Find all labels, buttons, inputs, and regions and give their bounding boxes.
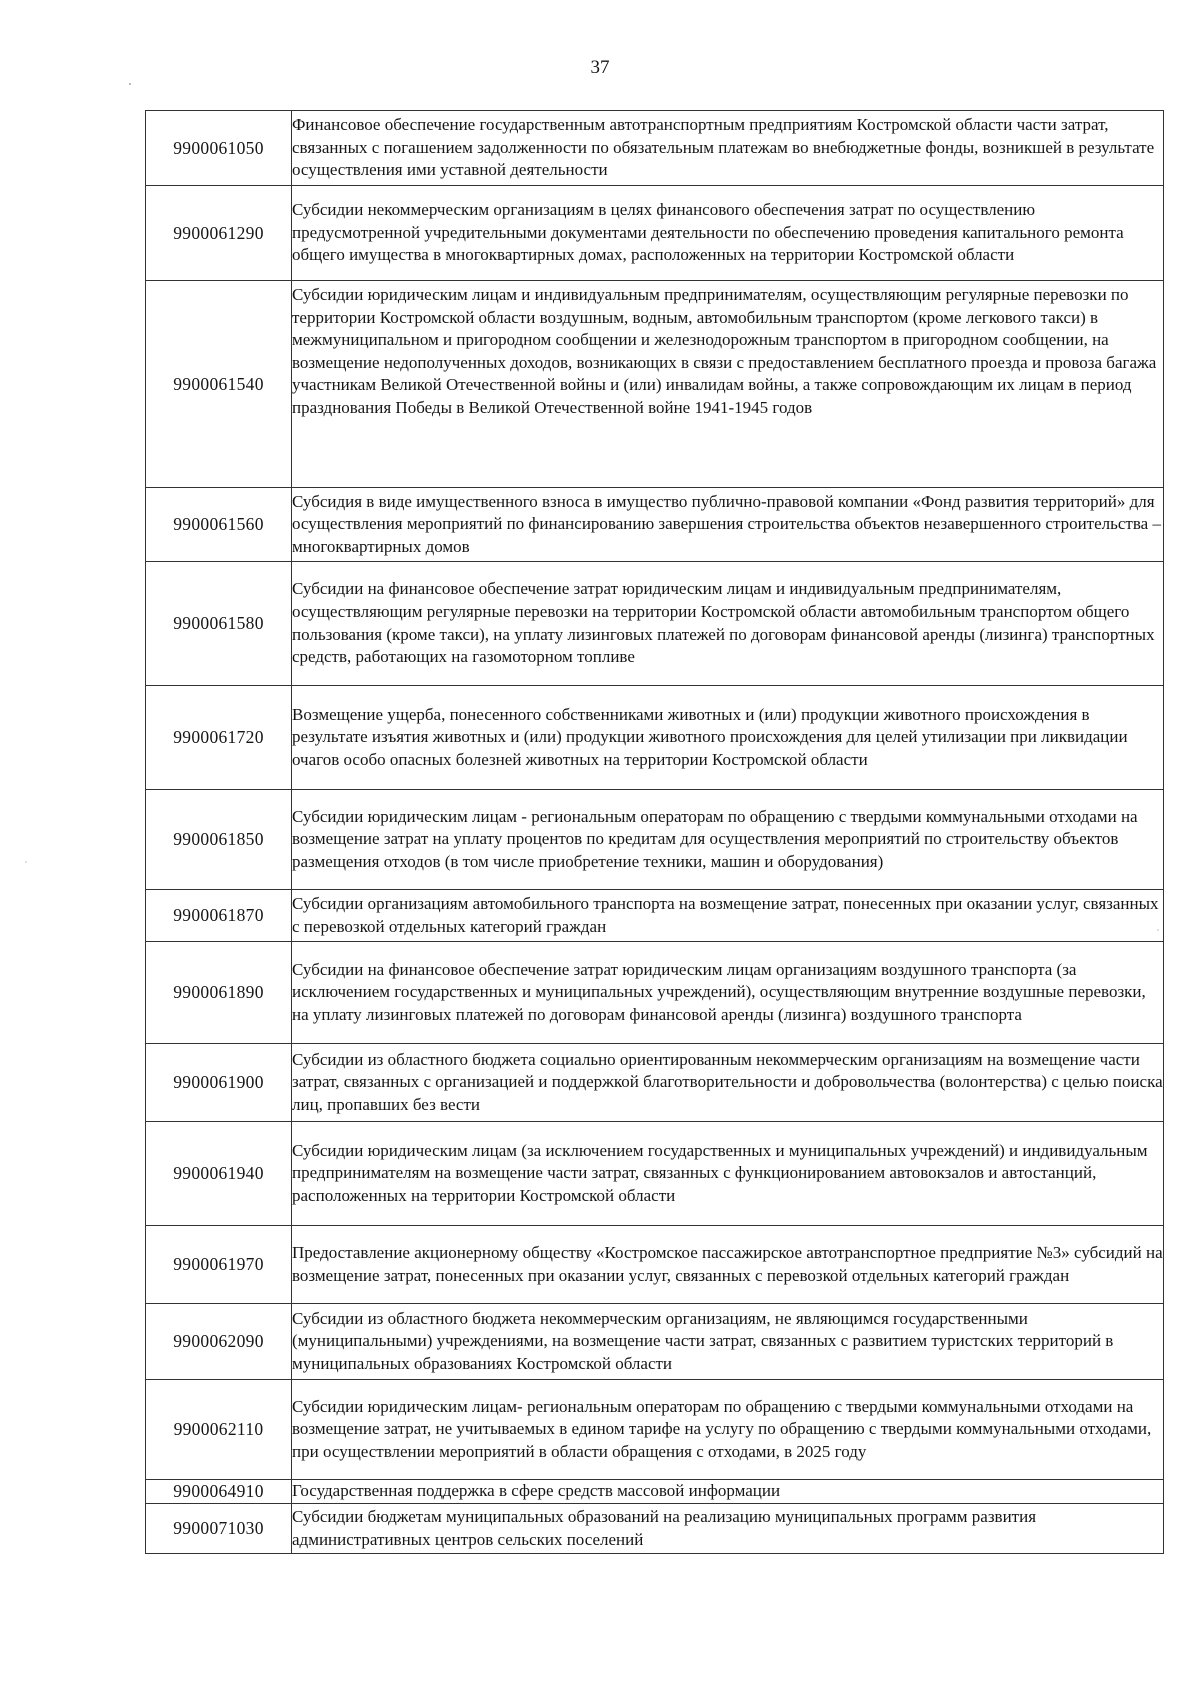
description-cell: Предоставление акционерному обществу «Костромское пассажирское автотранспортное предприятие №3» субсидий на возмещение затрат, понесенных при оказании услуг, связанных с перевозкой отдельных категорий граждан xyxy=(292,1226,1164,1304)
code-cell: 9900071030 xyxy=(146,1504,292,1554)
code-cell: 9900061720 xyxy=(146,686,292,790)
table-row xyxy=(146,890,1164,942)
description-cell: Субсидии юридическим лицам и индивидуальным предпринимателям, осуществляющим регулярные перевозки по территории Костромской области воздушным, водным, автомобильным транспортом (кроме легкового такси) в межмуниципальном и пригородном сообщении и железнодорожным транспортом в пригородном сообщении, на возмещение недополученных доходов, возникающих в связи с предоставлением бесплатного проезда и провоза багажа участникам Великой Отечественной войны и (или) инвалидам войны, а также сопровождающим их лицам в период празднования Победы в Великой Отечественной войне 1941-1945 годов xyxy=(292,281,1164,488)
description-cell: Финансовое обеспечение государственным автотранспортным предприятиям Костромской области части затрат, связанных с погашением задолженности по обязательным платежам во внебюджетные фонды, возникшей в результате осуществления ими уставной деятельности xyxy=(292,111,1164,186)
table-row xyxy=(146,1122,1164,1226)
scan-speck xyxy=(128,82,132,86)
description-cell: Субсидия в виде имущественного взноса в имущество публично-правовой компании «Фонд развития территорий» для осуществления мероприятий по финансированию завершения строительства объектов незавершенного строительства – многоквартирных домов xyxy=(292,488,1164,562)
description-cell: Субсидии некоммерческим организациям в целях финансового обеспечения затрат по осуществлению предусмотренной учредительными документами деятельности по обеспечению проведения капитального ремонта общего имущества в многоквартирных домах, расположенных на территории Костромской области xyxy=(292,186,1164,281)
table-row xyxy=(146,186,1164,281)
table-row xyxy=(146,1044,1164,1122)
table-row xyxy=(146,790,1164,890)
description-cell: Возмещение ущерба, понесенного собственниками животных и (или) продукции животного происхождения в результате изъятия животных и (или) продукции животного происхождения для целей утилизации при ликвидации очагов особо опасных болезней животных на территории Костромской области xyxy=(292,686,1164,790)
code-cell: 9900061560 xyxy=(146,488,292,562)
description-cell: Субсидии на финансовое обеспечение затрат юридическим лицам и индивидуальным предпринимателям, осуществляющим регулярные перевозки на территории Костромской области автомобильным транспортом общего пользования (кроме такси), на уплату лизинговых платежей по договорам финансовой аренды (лизинга) транспортных средств, работающих на газомоторном топливе xyxy=(292,562,1164,686)
page-number: 37 xyxy=(590,57,610,78)
table-row xyxy=(146,1226,1164,1304)
description-cell: Субсидии из областного бюджета некоммерческим организациям, не являющимся государственными (муниципальными) учреждениями, на возмещение части затрат, связанных с развитием туристских территорий в муниципальных образованиях Костромской области xyxy=(292,1304,1164,1380)
code-cell: 9900061890 xyxy=(146,942,292,1044)
table-body xyxy=(146,111,1164,1554)
code-cell: 9900061290 xyxy=(146,186,292,281)
code-cell: 9900061940 xyxy=(146,1122,292,1226)
table-row xyxy=(146,1480,1164,1504)
description-cell: Субсидии организациям автомобильного транспорта на возмещение затрат, понесенных при оказании услуг, связанных с перевозкой отдельных категорий граждан xyxy=(292,890,1164,942)
scan-speck xyxy=(24,860,28,864)
scan-speck xyxy=(1156,928,1160,932)
description-cell: Субсидии юридическим лицам - региональным операторам по обращению с твердыми коммунальными отходами на возмещение затрат на уплату процентов по кредитам для осуществления мероприятий по строительству объектов размещения отходов (в том числе приобретение техники, машин и оборудования) xyxy=(292,790,1164,890)
code-cell: 9900061540 xyxy=(146,281,292,488)
code-cell: 9900061850 xyxy=(146,790,292,890)
description-cell: Государственная поддержка в сфере средств массовой информации xyxy=(292,1480,1164,1504)
description-cell: Субсидии из областного бюджета социально ориентированным некоммерческим организациям на возмещение части затрат, связанных с организацией и поддержкой благотворительности и добровольчества (волонтерства) с целью поиска лиц, пропавших без вести xyxy=(292,1044,1164,1122)
code-cell: 9900061050 xyxy=(146,111,292,186)
code-cell: 9900061580 xyxy=(146,562,292,686)
description-cell: Субсидии бюджетам муниципальных образований на реализацию муниципальных программ развития административных центров сельских поселений xyxy=(292,1504,1164,1554)
code-cell: 9900061870 xyxy=(146,890,292,942)
table-row xyxy=(146,1504,1164,1554)
code-cell: 9900064910 xyxy=(146,1480,292,1504)
table-row xyxy=(146,686,1164,790)
table-row xyxy=(146,562,1164,686)
code-cell: 9900062090 xyxy=(146,1304,292,1380)
table-row xyxy=(146,488,1164,562)
table-row xyxy=(146,1304,1164,1380)
table-row xyxy=(146,942,1164,1044)
code-cell: 9900061900 xyxy=(146,1044,292,1122)
table-row xyxy=(146,281,1164,488)
budget-codes-table xyxy=(145,110,1164,1554)
code-cell: 9900062110 xyxy=(146,1380,292,1480)
table-row xyxy=(146,1380,1164,1480)
code-cell: 9900061970 xyxy=(146,1226,292,1304)
description-cell: Субсидии на финансовое обеспечение затрат юридическим лицам организациям воздушного транспорта (за исключением государственных и муниципальных учреждений), осуществляющим внутренние воздушные перевозки, на уплату лизинговых платежей по договорам финансовой аренды (лизинга) воздушного транспорта xyxy=(292,942,1164,1044)
table-row xyxy=(146,111,1164,186)
description-cell: Субсидии юридическим лицам (за исключением государственных и муниципальных учреждений) и индивидуальным предпринимателям на возмещение части затрат, связанных с функционированием автовокзалов и автостанций, расположенных на территории Костромской области xyxy=(292,1122,1164,1226)
description-cell: Субсидии юридическим лицам- региональным операторам по обращению с твердыми коммунальными отходами на возмещение затрат, не учитываемых в едином тарифе на услугу по обращению с твердыми коммунальными отходами, при осуществлении мероприятий в области обращения с отходами, в 2025 году xyxy=(292,1380,1164,1480)
